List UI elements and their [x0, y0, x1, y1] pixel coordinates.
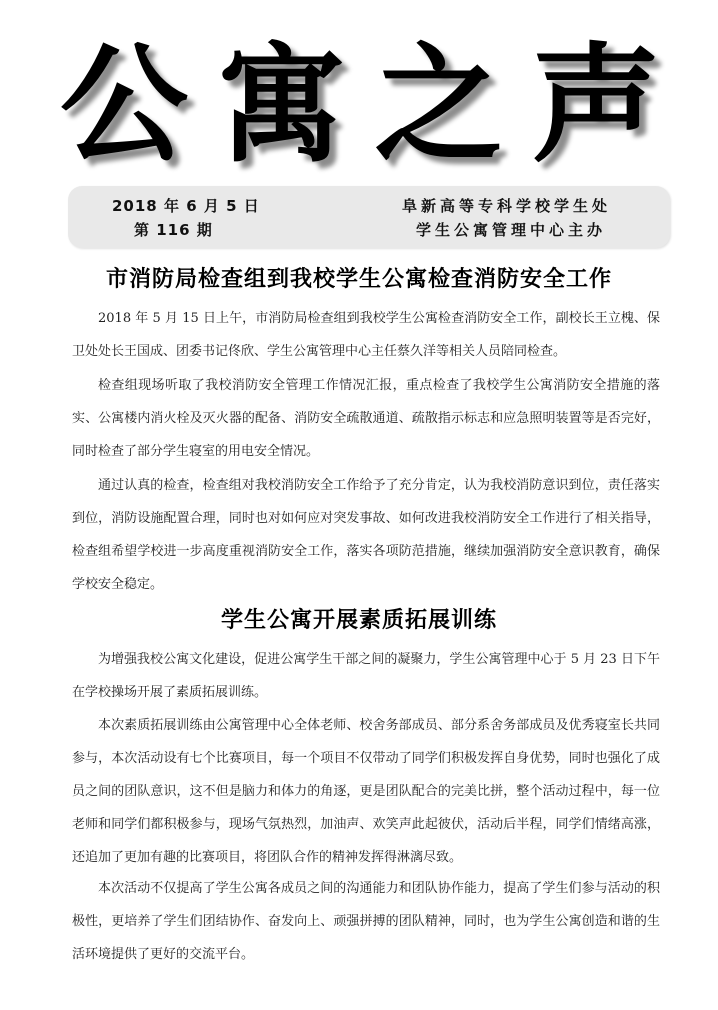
publisher-host: 学生公寓管理中心主办 [416, 221, 607, 239]
article-2-paragraph-1: 为增强我校公寓文化建设，促进公寓学生干部之间的凝聚力，学生公寓管理中心于 5 月 23 日下午在学校操场开展了素质拓展训练。 [72, 652, 660, 700]
issue-number: 第 116 期 [134, 221, 213, 239]
article-1-paragraph-3: 通过认真的检查，检查组对我校消防安全工作给予了充分肯定，认为我校消防意识到位，责任落实到位，消防设施配置合理，同时也对如何应对突发事故、如何改进我校消防安全工作进行了相关指导，检查组希望学校进一步高度重视消防安全工作，落实各项防范措施，继续加强消防安全意识教育，确保学校安全稳定。 [72, 478, 660, 592]
article-2-paragraph-3: 本次活动不仅提高了学生公寓各成员之间的沟通能力和团队协作能力，提高了学生们参与活动的积极性，更培养了学生们团结协作、奋发向上、顽强拼搏的团队精神，同时，也为学生公寓创造和谐的生活环境提供了更好的交流平台。 [72, 881, 660, 962]
newsletter-masthead [60, 30, 660, 180]
article-1-paragraph-2: 检查组现场听取了我校消防安全管理工作情况汇报，重点检查了我校学生公寓消防安全措施的落实、公寓楼内消火栓及灭火器的配备、消防安全疏散通道、疏散指示标志和应急照明装置等是否完好，同时检查了部分学生寝室的用电安全情况。 [72, 378, 660, 459]
publisher-school: 阜新高等专科学校学生处 [402, 197, 612, 215]
article-1-title: 市消防局检查组到我校学生公寓检查消防安全工作 [105, 267, 612, 292]
masthead-char-1: 公 [60, 30, 189, 180]
article-2-title: 学生公寓开展素质拓展训练 [220, 608, 497, 633]
masthead-char-2: 寓 [217, 30, 346, 180]
issue-date: 2018 年 6 月 5 日 [112, 197, 260, 215]
masthead-char-3: 之 [374, 30, 503, 180]
masthead-char-4: 声 [531, 30, 660, 180]
issue-info-box [68, 186, 670, 248]
article-1-paragraph-1: 2018 年 5 月 15 日上午，市消防局检查组到我校学生公寓检查消防安全工作，副校长王立槐、保卫处处长王国成、团委书记佟欣、学生公寓管理中心主任蔡久洋等相关人员陪同检查。 [72, 311, 660, 359]
article-2-paragraph-2: 本次素质拓展训练由公寓管理中心全体老师、校舍务部成员、部分系舍务部成员及优秀寝室长共同参与，本次活动设有七个比赛项目，每一个项目不仅带动了同学们积极发挥自身优势，同时也强化了成员之间的团队意识，这不但是脑力和体力的角逐，更是团队配合的完美比拼，整个活动过程中，每一位老师和同学们都积极参与，现场气氛热烈，加油声、欢笑声此起彼伏，活动后半程，同学们情绪高涨，还追加了更加有趣的比赛项目，将团队合作的精神发挥得淋漓尽致。 [72, 718, 660, 865]
